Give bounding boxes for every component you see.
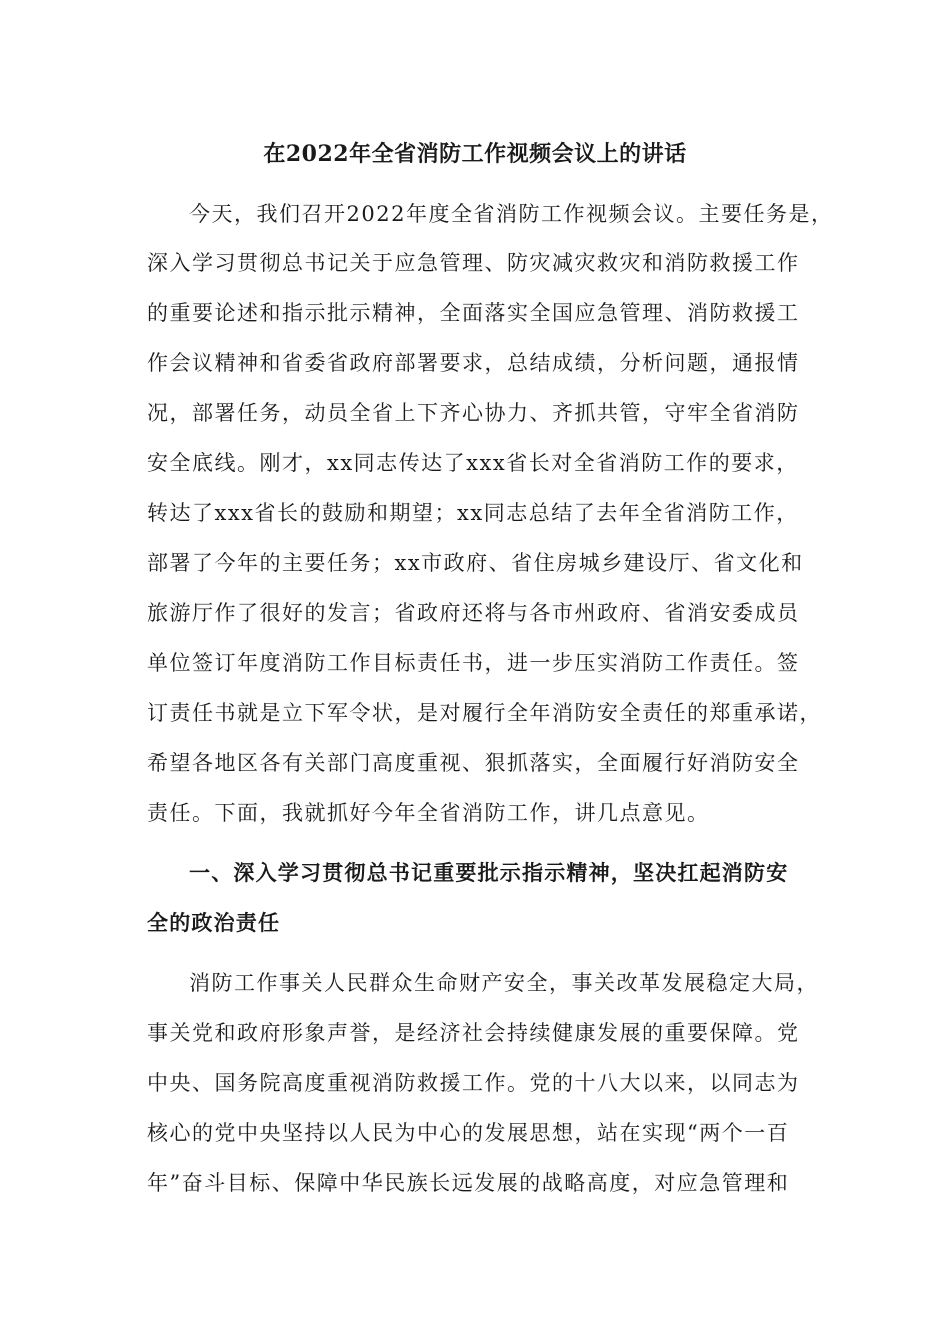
paragraph-1-line-11: 订责任书就是立下军令状，是对履行全年消防安全责任的郑重承诺， xyxy=(147,701,822,725)
section-heading-line-1: 一、深入学习贯彻总书记重要批示指示精神，坚决扛起消防安 xyxy=(189,860,789,885)
paragraph-1-line-8: 部署了今年的主要任务；xx市政府、省住房城乡建设厅、省文化和 xyxy=(147,551,804,575)
paragraph-1-line-9: 旅游厅作了很好的发言；省政府还将与各市州政府、省消安委成员 xyxy=(147,601,800,625)
paragraph-1-line-1: 今天，我们召开2022年度全省消防工作视频会议。主要任务是， xyxy=(189,202,834,226)
paragraph-1-line-4: 作会议精神和省委省政府部署要求，总结成绩，分析问题，通报情 xyxy=(147,351,800,375)
paragraph-2-line-5: 年”奋斗目标、保障中华民族长远发展的战略高度，对应急管理和 xyxy=(147,1171,790,1195)
paragraph-1-line-5: 况，部署任务，动员全省上下齐心协力、齐抓共管，守牢全省消防 xyxy=(147,401,800,425)
paragraph-1-line-10: 单位签订年度消防工作目标责任书，进一步压实消防工作责任。签 xyxy=(147,651,800,675)
paragraph-2-line-1: 消防工作事关人民群众生命财产安全，事关改革发展稳定大局， xyxy=(189,971,819,995)
paragraph-2-line-4: 核心的党中央坚持以人民为中心的发展思想，站在实现“两个一百 xyxy=(147,1121,790,1145)
paragraph-1-line-12: 希望各地区各有关部门高度重视、狠抓落实，全面履行好消防安全 xyxy=(147,751,800,775)
paragraph-2-line-3: 中央、国务院高度重视消防救援工作。党的十八大以来，以同志为 xyxy=(147,1071,800,1095)
paragraph-1-line-6: 安全底线。刚才，xx同志传达了xxx省长对全省消防工作的要求， xyxy=(147,451,799,475)
paragraph-1-line-2: 深入学习贯彻总书记关于应急管理、防灾减灾救灾和消防救援工作 xyxy=(147,251,800,275)
paragraph-1-line-3: 的重要论述和指示批示精神，全面落实全国应急管理、消防救援工 xyxy=(147,301,800,325)
paragraph-2-line-2: 事关党和政府形象声誉，是经济社会持续健康发展的重要保障。党 xyxy=(147,1021,800,1045)
section-heading-line-2: 全的政治责任 xyxy=(147,910,281,935)
paragraph-1-line-13: 责任。下面，我就抓好今年全省消防工作，讲几点意见。 xyxy=(147,801,710,825)
document-title: 在2022年全省消防工作视频会议上的讲话 xyxy=(263,141,687,167)
paragraph-1-line-7: 转达了xxx省长的鼓励和期望；xx同志总结了去年全省消防工作， xyxy=(147,501,799,525)
